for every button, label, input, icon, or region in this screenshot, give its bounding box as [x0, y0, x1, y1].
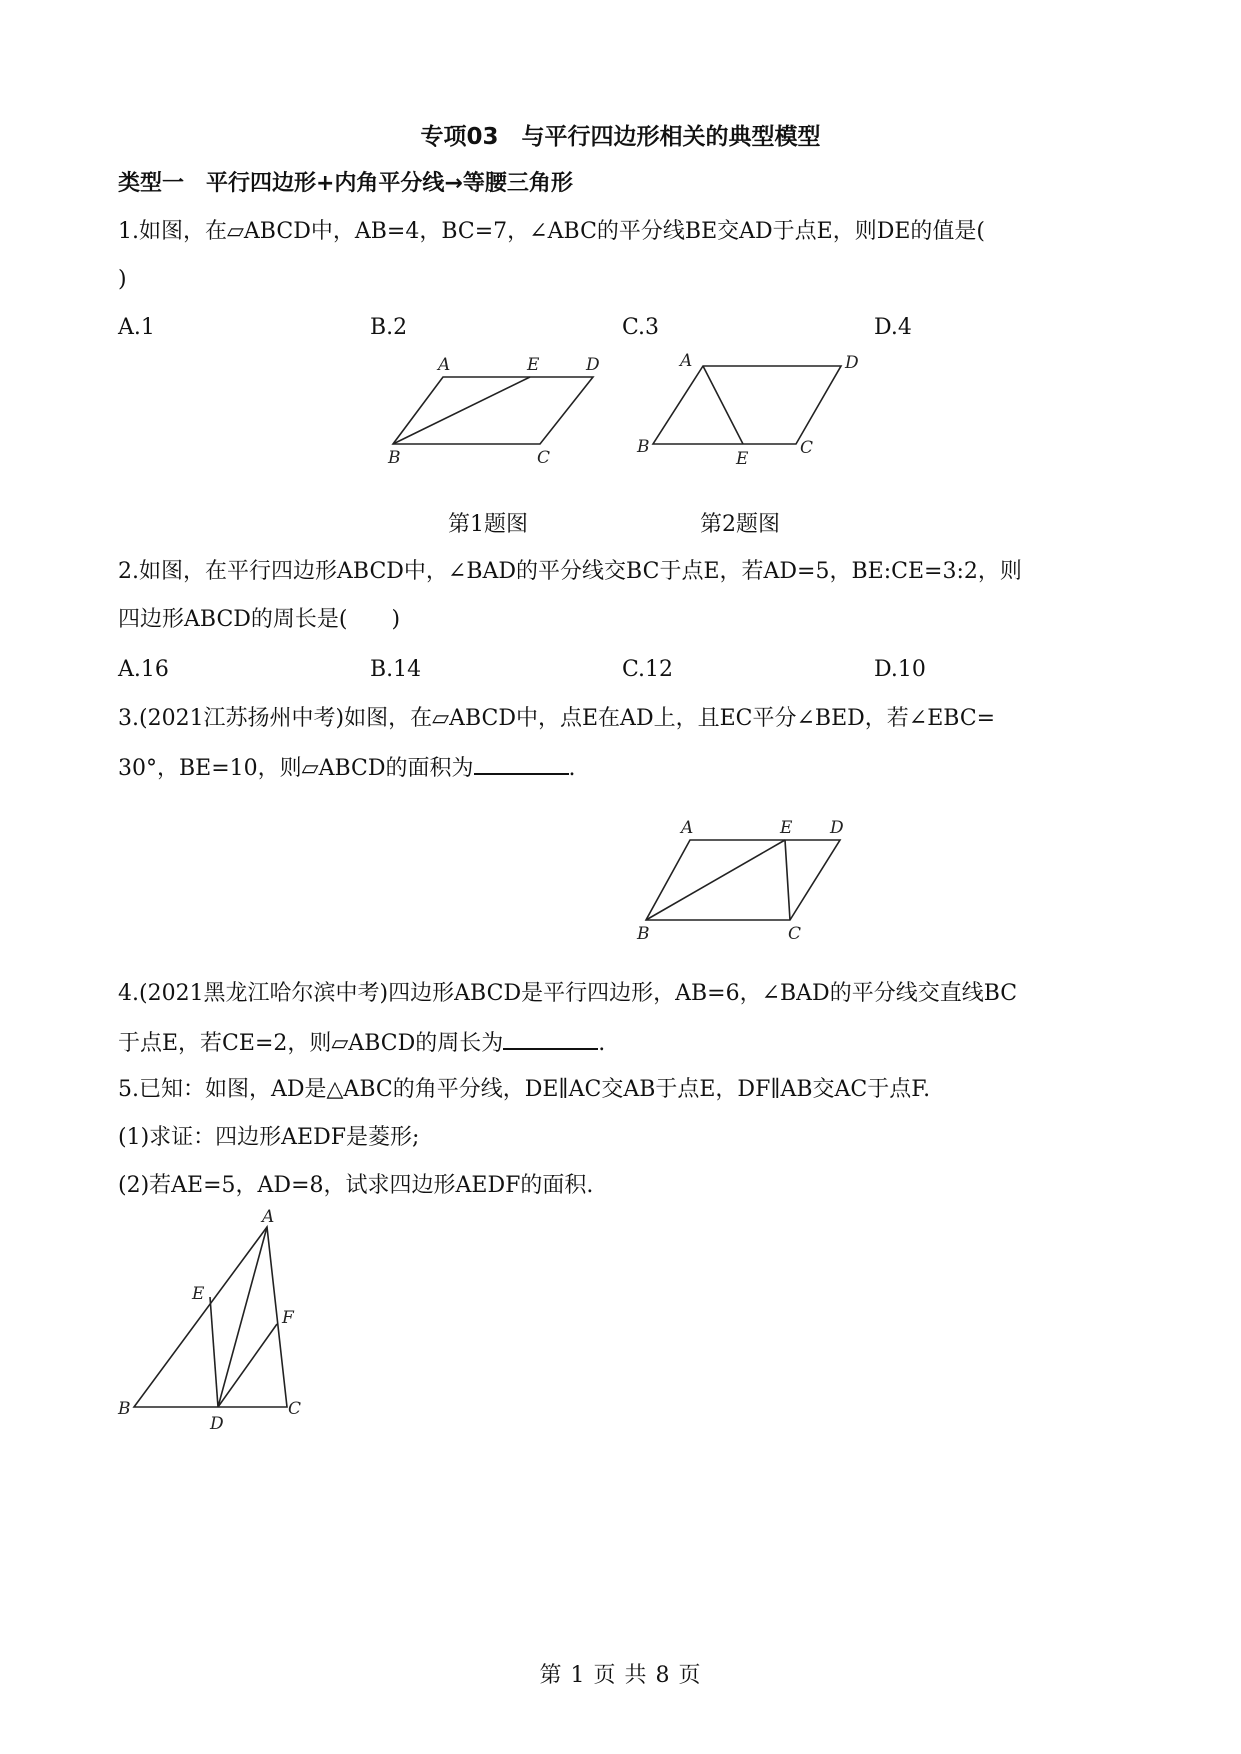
figure-5-label-a: A — [262, 1207, 275, 1227]
figure-3-label-a: A — [681, 818, 694, 838]
page-title: 专项03 与平行四边形相关的典型模型 — [420, 124, 821, 150]
figure-3-label-b: B — [637, 924, 650, 944]
figure-3-label-c: C — [788, 924, 802, 944]
question-2-text: 2.如图，在平行四边形ABCD中，∠BAD的平分线交BC于点E，若AD=5，BE:CE=3:2，则 — [118, 559, 1022, 584]
figure-2-parallelogram — [653, 366, 841, 444]
figure-2-label-b: B — [637, 437, 650, 457]
figure-2-caption: 第2题图 — [700, 512, 780, 537]
question-3-prefix: 30°，BE=10，则▱ABCD的面积为 — [118, 756, 474, 781]
question-1-option-c: C.3 — [622, 315, 660, 340]
question-1-option-d: D.4 — [874, 315, 912, 340]
figure-1-caption: 第1题图 — [448, 512, 528, 537]
figure-1-segment-be — [393, 377, 530, 444]
figure-2-label-c: C — [800, 438, 814, 458]
question-2-option-a: A.16 — [118, 657, 169, 682]
question-2-text-cont: 四边形ABCD的周长是( ) — [118, 607, 401, 632]
question-2-option-b: B.14 — [370, 657, 422, 682]
figure-5 — [110, 1207, 330, 1435]
figure-1-label-a: A — [438, 355, 451, 375]
question-3-text-cont — [118, 753, 576, 783]
figure-5-segment-ad — [218, 1227, 267, 1407]
figure-5-triangle-abc — [134, 1227, 287, 1407]
question-5-part-2: (2)若AE=5，AD=8，试求四边形AEDF的面积. — [118, 1173, 594, 1198]
question-4-text-cont — [118, 1028, 605, 1058]
figure-3-segment-be — [646, 840, 785, 920]
figure-5-segment-de — [210, 1297, 218, 1407]
question-1-paren: ) — [118, 267, 127, 292]
question-4-suffix: . — [598, 1031, 606, 1056]
figure-1 — [380, 350, 610, 470]
figure-3-label-d: D — [830, 818, 844, 838]
figure-1-label-b: B — [388, 448, 401, 468]
question-1-option-a: A.1 — [118, 315, 155, 340]
figure-5-label-b: B — [118, 1399, 131, 1419]
figure-5-segment-df — [218, 1324, 277, 1407]
figure-2-label-d: D — [845, 353, 859, 373]
figure-5-label-c: C — [288, 1399, 302, 1419]
question-2-option-d: D.10 — [874, 657, 926, 682]
figure-2-label-a: A — [680, 351, 693, 371]
question-3-text: 3.(2021江苏扬州中考)如图，在▱ABCD中，点E在AD上，且EC平分∠BED，若∠EBC= — [118, 706, 996, 731]
section-heading: 类型一 平行四边形+内角平分线→等腰三角形 — [118, 171, 573, 196]
question-3-answer-blank — [474, 753, 569, 775]
figure-2 — [633, 350, 873, 470]
figure-1-label-d: D — [586, 355, 600, 375]
page-footer: 第 1 页 共 8 页 — [539, 1663, 702, 1688]
question-5-part-1: (1)求证：四边形AEDF是菱形; — [118, 1125, 420, 1150]
question-2-option-c: C.12 — [622, 657, 674, 682]
question-4-answer-blank — [503, 1028, 598, 1050]
figure-1-parallelogram — [393, 377, 593, 444]
question-4-text: 4.(2021黑龙江哈尔滨中考)四边形ABCD是平行四边形，AB=6，∠BAD的平分线交直线BC — [118, 981, 1018, 1006]
question-4-prefix: 于点E，若CE=2，则▱ABCD的周长为 — [118, 1031, 504, 1056]
figure-1-label-e: E — [527, 355, 540, 375]
figure-1-label-c: C — [537, 448, 551, 468]
figure-5-label-d: D — [210, 1414, 224, 1434]
figure-5-label-f: F — [282, 1308, 294, 1328]
figure-3-segment-ec — [785, 840, 790, 920]
figure-2-segment-ae — [703, 366, 743, 444]
figure-2-label-e: E — [736, 449, 749, 469]
question-1-text: 1.如图，在▱ABCD中，AB=4，BC=7，∠ABC的平分线BE交AD于点E，则DE的值是( — [118, 219, 985, 244]
question-3-suffix: . — [568, 756, 576, 781]
figure-3-label-e: E — [780, 818, 793, 838]
figure-5-label-e: E — [192, 1284, 205, 1304]
question-5-text: 5.已知：如图，AD是△ABC的角平分线，DE∥AC交AB于点E，DF∥AB交AC于点F. — [118, 1077, 931, 1102]
question-1-option-b: B.2 — [370, 315, 408, 340]
figure-3-parallelogram — [646, 840, 840, 920]
figure-3 — [630, 815, 860, 945]
